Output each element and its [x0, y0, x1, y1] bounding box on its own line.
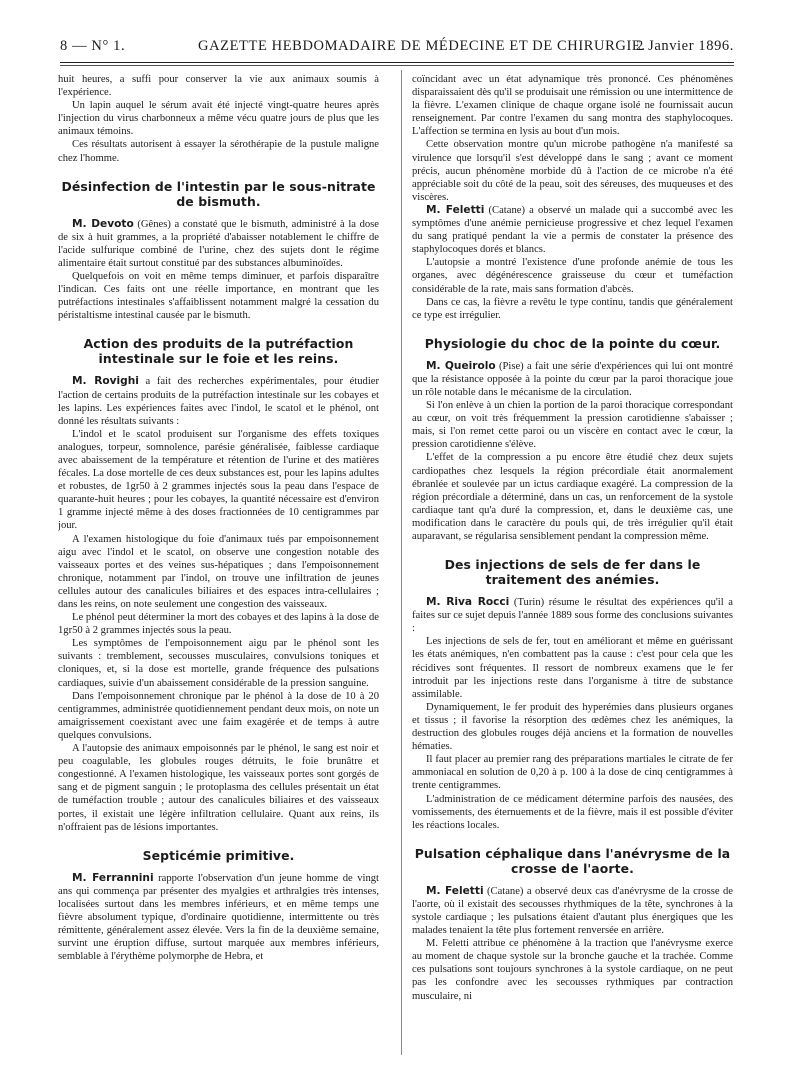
journal-title: GAZETTE HEBDOMADAIRE DE MÉDECINE ET DE CHIRURGIE.	[198, 38, 646, 54]
paragraph-lead	[58, 375, 379, 427]
author-name: M. Ferrannini	[72, 871, 154, 884]
section-title-aorte: Pulsation céphalique dans l'anévrysme de la crosse de l'aorte.	[414, 845, 731, 876]
paragraph: L'administration de ce médicament détermine parfois des nausées, des vomissements, des éternuements et de la fièvre, mais il est possible d'éviter les réactions locales.	[412, 793, 733, 831]
author-name: M. Riva Rocci	[426, 596, 510, 609]
paragraph: Dans ce cas, la fièvre a revêtu le type continu, tandis que généralement ce type est irrégulier.	[412, 296, 733, 321]
paragraph-text: rapporte l'observation d'un jeune homme de vingt ans qui commença par présenter des myalgies et arthralgies très intenses, localisées surtout dans les membres inférieurs, et en même temps une fièvre absolument typique, d'ordinaire quotidienne, intermittente ou très rémittente, généralement assez élevée. Vers la fin de la deuxième semaine, survint une éruption diffuse, surtout marquée aux membres inférieurs, semblable à l'érythème polymorphe de Hebra, et	[58, 872, 379, 963]
author-name: M. Feletti	[426, 884, 484, 897]
paragraph: coïncidant avec un état adynamique très prononcé. Ces phénomènes disparaissaient dès qu'il se produisait une rémission ou une intermittence de la fièvre. L'examen clinique de chaque organe isolé ne fournissait aucun renseignement. Par contre l'examen du sang montra des staphylocoques. L'affection se termina en lysis au bout d'un mois.	[412, 74, 733, 138]
paragraph: Quelquefois on voit en même temps diminuer, et parfois disparaître l'indican. Ces faits ont une réelle importance, en montrant que les putréfactions intestinales s'affaiblissent notamment malgré la cessation du péristaltisme intestinal causée par le bismuth.	[58, 271, 379, 322]
paragraph: L'autopsie a montré l'existence d'une profonde anémie de tous les organes, avec dégénérescence graisseuse du cœur et tuméfaction considérable de la rate, mais sans formation d'abcès.	[412, 257, 733, 295]
paragraph: Ces résultats autorisent à essayer la sérothérapie de la pustule maligne chez l'homme.	[58, 139, 379, 164]
paragraph-text: (Catane) a observé un malade qui a succombé avec les symptômes d'une anémie pernicieuse progressive et chez lequel l'examen du sang pratiqué pendant la vie a permis de constater la présence des staphylocoques dorés et blancs.	[412, 204, 733, 256]
right-column	[412, 73, 733, 1063]
paragraph-text: (Gênes) a constaté que le bismuth, administré à la dose de six à huit grammes, a la propriété d'abaisser notablement le chiffre de l'acide sulfurique combiné de l'urine, chez des sujets dont le régime alimentaire était surtout constitué par des substances albuminoïdes.	[58, 218, 379, 269]
page-number: 8 — N° 1.	[60, 38, 126, 54]
section-title-coeur: Physiologie du choc de la pointe du cœur.	[424, 335, 721, 351]
paragraph-text: (Catane) a observé deux cas d'anévrysme de la crosse de l'aorte, où il existait des secousses rhythmiques de la tête, synchrones à la systole cardiaque ; les pulsations étaient d'autant plus énergiques que les malades tenaient la tête plus fortement renversée en arrière.	[412, 885, 733, 937]
section-title-septicemie: Septicémie primitive.	[142, 847, 295, 863]
paragraph-lead	[412, 596, 733, 635]
paragraph: Les symptômes de l'empoisonnement aigu par le phénol sont les suivants : tremblement, secousses musculaires, convulsions toniques et cloniques, et, si la dose est mortelle, grande fréquence des pulsations cardiaques, suivie d'un abaissement considérable de la pression sanguine.	[58, 638, 379, 689]
paragraph: A l'autopsie des animaux empoisonnés par le phénol, le sang est noir et peu coagulable, les globules rouges détruits, le foie brunâtre et congestionné. A l'examen histologique, les vaisseaux portes sont gorgés de sang et de pigment sanguin ; le protoplasma des cellules présentait un état de tuméfaction trouble ; autour des canalicules biliaires et des vaisseaux portes, il existait une légère infiltration cellulaire. Quant aux reins, ils n'offraient pas de lésions importantes.	[58, 743, 379, 833]
running-header	[60, 38, 734, 58]
column-separator	[401, 70, 402, 1055]
paragraph: L'indol et le scatol produisent sur l'organisme des effets toxiques analogues, torpeur, somnolence, parésie généralisée, faiblesse cardiaque avec abaissement de la température et rétention de l'urine et des matières fécales. La dose mortelle de ces deux substances est, pour les lapins adultes et robustes, de 1gr50 à 2 grammes injectés sous la peau dans l'espace de quarante-huit heures ; pour les cobayes, la quantité nécessaire est d'environ 1 gramme injecté même à des doses fractionnées de 10 centigrammes par jour.	[58, 428, 379, 532]
paragraph: Il faut placer au premier rang des préparations martiales le citrate de fer ammoniacal en solution de 0,20 à p. 100 à la dose de cinq centigrammes à trente centigrammes.	[412, 754, 733, 792]
paragraph-text: (Pise) a fait une série d'expériences qui lui ont montré que la résistance opposée à la pointe du cœur par la paroi thoracique joue un rôle notable dans le mécanisme de la circulation.	[412, 360, 733, 398]
paragraph-lead	[58, 218, 379, 270]
paragraph: Le phénol peut déterminer la mort des cobayes et des lapins à la dose de 1gr50 à 2 grammes injectés sous la peau.	[58, 612, 379, 637]
paragraph: Dynamiquement, le fer produit des hyperémies dans plusieurs organes et tissus ; il favorise la résorption des œdèmes chez les anémiques, la destruction des globules rouges déjà anciens et la formation de nouvelles hématies.	[412, 701, 733, 753]
section-title-fer: Des injections de sels de fer dans le traitement des anémies.	[444, 557, 701, 588]
header-rule	[60, 62, 734, 63]
author-name: M. Rovighi	[72, 375, 139, 388]
paragraph: Si l'on enlève à un chien la portion de la paroi thoracique correspondant au cœur, on voit très fréquemment la pression carotidienne s'abaisser ; mais, si l'on remet cette paroi ou un viscère en contact avec le cœur, la pression carotidienne s'élève.	[412, 400, 733, 451]
paragraph-text: a fait des recherches expérimentales, pour étudier l'action de certains produits de la putréfaction intestinale sur les cobayes et les lapins. Les expériences faites avec l'indol, le scatol et le phénol, ont donné les résultats suivants :	[58, 376, 379, 427]
paragraph-lead	[412, 204, 733, 256]
paragraph: L'effet de la compression a pu encore être étudié chez deux sujets cardiopathes chez lesquels la région précordiale était anormalement ébranlée et soulevée par un ictus cardiaque exagéré. La compression de la région précordiale a déterminé, dans un cas, un renforcement de la systole cardiaque tant qu'a duré la compression, et, dans le deuxième cas, une modification dans le caractère du pouls qui, de très irrégulier qu'il était auparavant, se régularisa sensiblement pendant la compression même.	[412, 452, 733, 542]
author-name: M. Feletti	[426, 203, 485, 216]
paragraph: A l'examen histologique du foie d'animaux tués par empoisonnement aigu avec l'indol et le scatol, on observe une congestion notable des vaisseaux portes et des veines sus-hépatiques ; dans l'empoisonnement chronique, notamment par l'indol, on trouve une infiltration de jeunes cellules autour des canalicules biliaires et des espaces intra-cellulaires ; dans les reins, on note seulement une congestion des vaisseaux.	[58, 533, 379, 610]
paragraph: Cette observation montre qu'un microbe pathogène n'a manifesté sa virulence que lorsqu'il s'est développé dans le sang ; avant ce moment précis, aucun phénomène morbide dû à l'action de ce microbe n'a été appréciable soit du côté de la peau, soit des séreuses, des muqueuses et des viscères.	[412, 139, 733, 203]
left-column	[58, 73, 379, 1063]
paragraph: Les injections de sels de fer, tout en améliorant et même en guérissant les états anémiques, n'en combattent pas la cause : c'est pour cela que les récidives sont fréquentes. Il ressort de nombreux examens que le fer introduit par les injections reste dans l'organisme à titre de substance assimilable.	[412, 636, 733, 700]
paragraph-text: (Turin) résume le résultat des expériences qu'il a faites sur ce sujet depuis l'année 1889 sous forme des conclusions suivantes :	[412, 597, 733, 635]
paragraph-lead	[58, 872, 379, 964]
author-name: M. Devoto	[72, 217, 134, 230]
paragraph-lead	[412, 885, 733, 937]
paragraph: Un lapin auquel le sérum avait été injecté vingt-quatre heures après l'injection du virus charbonneux a même vécu quatre jours de plus que les animaux témoins.	[58, 100, 379, 138]
paragraph-lead	[412, 360, 733, 399]
header-rule-thin	[60, 65, 734, 66]
paragraph: Dans l'empoisonnement chronique par le phénol à la dose de 10 à 20 centigrammes, administrée quotidiennement pendant deux mois, on note un amaigrissement coexistant avec une faim exagérée et de temps à autre quelques convulsions.	[58, 690, 379, 741]
section-title-putrefaction: Action des produits de la putréfaction intestinale sur le foie et les reins.	[83, 336, 354, 367]
section-title-bismuth: Désinfection de l'intestin par le sous-nitrate de bismuth.	[61, 178, 376, 209]
paragraph: huit heures, a suffi pour conserver la vie aux animaux soumis à l'expérience.	[58, 74, 379, 99]
paragraph: M. Feletti attribue ce phénomène à la traction que l'anévrysme exerce au moment de chaque systole sur la bronche gauche et la trachée. Comme ces pulsations sont toujours synchrones à la systole cardiaque, on ne peut pas les confondre avec les secousses rythmiques par contraction musculaire, ni	[412, 938, 733, 1002]
author-name: M. Queirolo	[426, 359, 496, 372]
issue-date: 2 Janvier 1896.	[636, 38, 734, 54]
